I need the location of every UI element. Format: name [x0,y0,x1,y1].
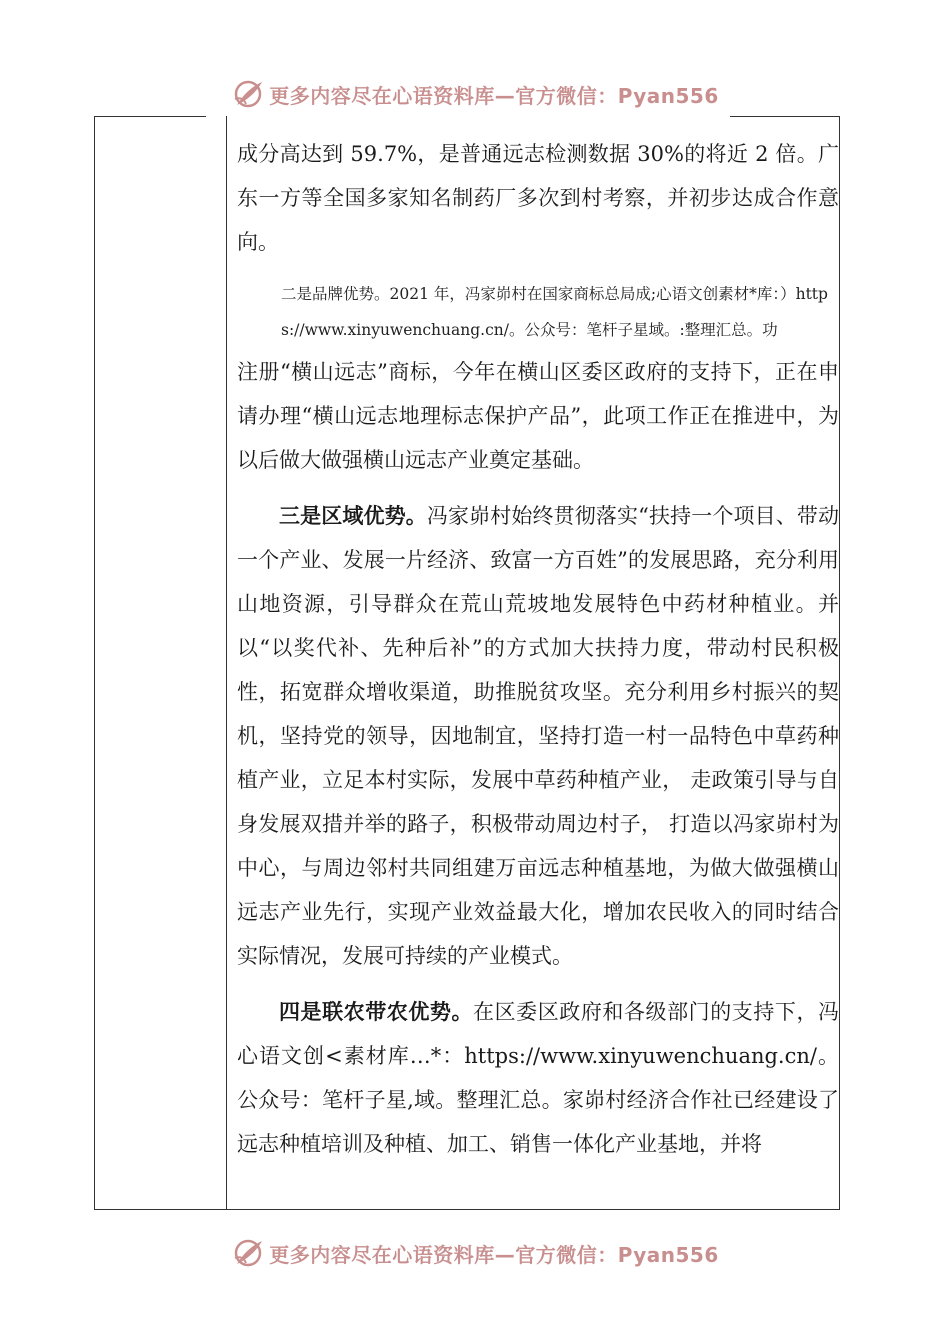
paragraph-brand-advantage: 二是品牌优势。2021 年，冯家峁村在国家商标总局成;心语文创素材*库：）https://www.xinyuwenchuang.cn/。公众号：笔杆子星域。:整理汇总。功 [281,285,828,339]
watermark-text: 更多内容尽在心语资料库—官方微信：Pyan556 [269,1242,719,1267]
watermark-text: 更多内容尽在心语资料库—官方微信：Pyan556 [269,83,719,108]
watermark-footer [0,1233,950,1273]
paragraph-farmer-advantage [237,990,839,1166]
leaf-logo-icon [231,77,265,111]
heading-farmer-advantage: 四是联农带农优势。 [279,1000,474,1024]
watermark-header [0,74,950,114]
leaf-logo-icon [231,1236,265,1270]
heading-regional-advantage: 三是区域优势。 [279,504,427,528]
paragraph-regional-advantage [237,494,839,978]
paragraph-trademark: 注册“横山远志”商标，今年在横山区委区政府的支持下，正在申请办理“横山远志地理标志保护产品”，此项工作正在推进中，为以后做大做强横山远志产业奠定基础。 [237,360,839,472]
table-content-cell [237,132,839,1166]
column-divider [226,116,227,1210]
text-regional-advantage: 冯家峁村始终贯彻落实“扶持一个项目、带动一个产业、发展一片经济、致富一方百姓”的发展思路，充分利用山地资源，引导群众在荒山荒坡地发展特色中药材种植业。并以“以奖代补、先种后补”的方式加大扶持力度，带动村民积极性，拓宽群众增收渠道，助推脱贫攻坚。充分利用乡村振兴的契机，坚持党的领导，因地制宜，坚持打造一村一品特色中草药种植产业，立足本村实际，发展中草药种植产业， 走政策引导与自身发展双措并举的路子，积极带动周边村子， 打造以冯家峁村为中心，与周边邻村共同组建万亩远志种植基地，为做大做强横山远志产业先行，实现产业效益最大化，增加农民收入的同时结合实际情况，发展可持续的产业模式。 [237,504,840,968]
text-farmer-advantage: 在区委区政府和各级部门的支持下，冯心语文创<素材库…*：https://www.xinyuwenchuang.cn/。公众号：笔杆子星,域。整理汇总。家峁村经济合作社已经建设了远志种植培训及种植、加工、销售一体化产业基地，并将 [237,1000,840,1156]
paragraph-composition: 成分高达到 59.7%，是普通远志检测数据 30%的将近 2 倍。广东一方等全国多家知名制药厂多次到村考察，并初步达成合作意向。 [237,142,839,254]
